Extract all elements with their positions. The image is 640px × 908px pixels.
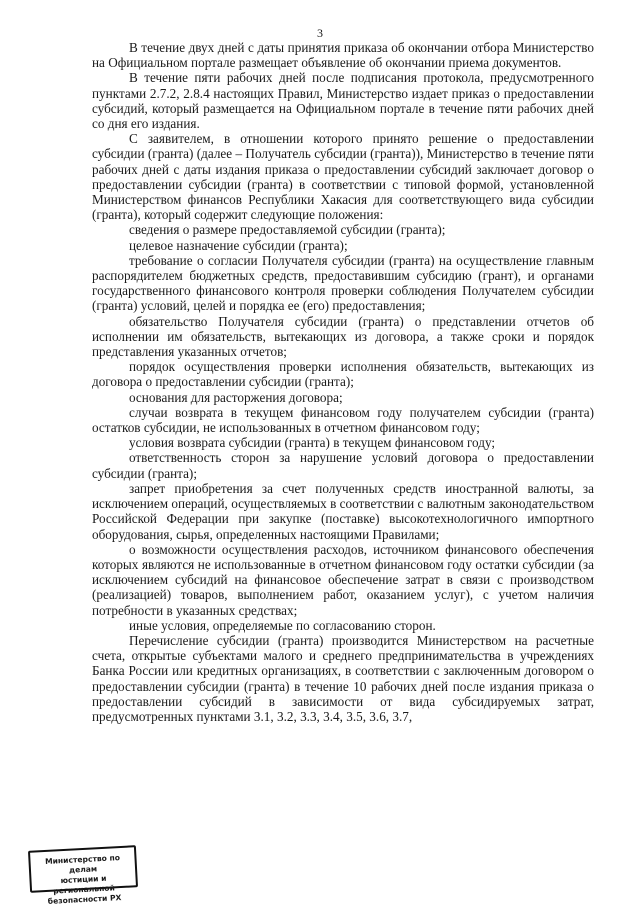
list-item: случаи возврата в текущем финансовом году получателем субсидии (гранта) остатков субсидии, не использованных в отчетном финансовом году;	[92, 404, 594, 436]
list-item: условия возврата субсидии (гранта) в текущем финансовом году;	[129, 435, 496, 451]
stamp-line: юстиции и региональной	[53, 873, 116, 896]
list-item: о возможности осуществления расходов, источником финансового обеспечения которых являются не использованные в отчетном финансовом году остатки субсидии (за исключением субсидий на финансовое обеспечение затрат в связи с производством (реализацией) товаров, выполнением работ, оказанием услуг), с учетом наличия потребности в указанных средствах;	[92, 541, 594, 618]
list-item: порядок осуществления проверки исполнения обязательств, вытекающих из договора о предоставлении субсидии (гранта);	[92, 359, 594, 390]
paragraph: В течение двух дней с даты принятия приказа об окончании отбора Министерство на Официальном портале размещает объявление об окончании приема документов.	[92, 40, 594, 71]
paragraph: В течение пяти рабочих дней после подписания протокола, предусмотренного пунктами 2.7.2, 2.8.4 настоящих Правил, Министерство издает приказ о предоставлении субсидий, который размещается на Официальном портале в течение пяти рабочих дней со дня его издания.	[92, 70, 594, 132]
list-item: основания для расторжения договора;	[129, 389, 343, 405]
list-item: требование о согласии Получателя субсидии (гранта) на осуществление главным распорядителем бюджетных средств, предоставившим субсидию (грант), и органами государственного финансового контроля проверки соблюдения Получателем субсидии (гранта) условий, целей и порядка ее (его) предоставления;	[92, 252, 594, 314]
ministry-stamp	[28, 845, 138, 906]
paragraph: С заявителем, в отношении которого принято решение о предоставлении субсидии (гранта) (далее – Получатель субсидии (гранта)), Министерство в течение пяти рабочих дней с даты издания приказа о предоставлении субсидий заключает договор о предоставлении субсидии (гранта) в соответствии с типовой формой, установленной Министерством финансов Республики Хакасия для соответствующего вида субсидии (гранта), который содержит следующие положения:	[92, 131, 594, 223]
list-item: запрет приобретения за счет полученных средств иностранной валюты, за исключением операций, осуществляемых в соответствии с валютным законодательством Российской Федерации при закупке (поставке) высокотехнологичного импортного оборудования, сырья, определенных настоящими Правилами;	[92, 480, 594, 542]
list-item: обязательство Получателя субсидии (гранта) о представлении отчетов об исполнении им обязательств, вытекающих из договора, а также сроки и порядок представления указанных отчетов;	[92, 313, 594, 360]
list-item: ответственность сторон за нарушение условий договора о предоставлении субсидии (гранта);	[92, 450, 594, 481]
list-item: сведения о размере предоставляемой субсидии (гранта);	[129, 222, 446, 238]
page-number: 3	[317, 26, 323, 40]
list-item: целевое назначение субсидии (гранта);	[129, 237, 348, 253]
paragraph: Перечисление субсидии (гранта) производится Министерством на расчетные счета, открытые субъектами малого и среднего предпринимательства в учреждениях Банка России или кредитных организациях, в соответствии с заключенным договором о предоставлении субсидии (гранта) в течение 10 рабочих дней после издания приказа о предоставлении субсидий в зависимости от вида субсидируемых затрат, предусмотренных пунктами 3.1, 3.2, 3.3, 3.4, 3.5, 3.6, 3.7,	[92, 632, 594, 724]
document-body	[92, 40, 594, 724]
stamp-line: безопасности РХ	[47, 893, 122, 906]
stamp-line: Министерство по делам	[44, 853, 121, 875]
list-item: иные условия, определяемые по согласованию сторон.	[129, 617, 436, 633]
